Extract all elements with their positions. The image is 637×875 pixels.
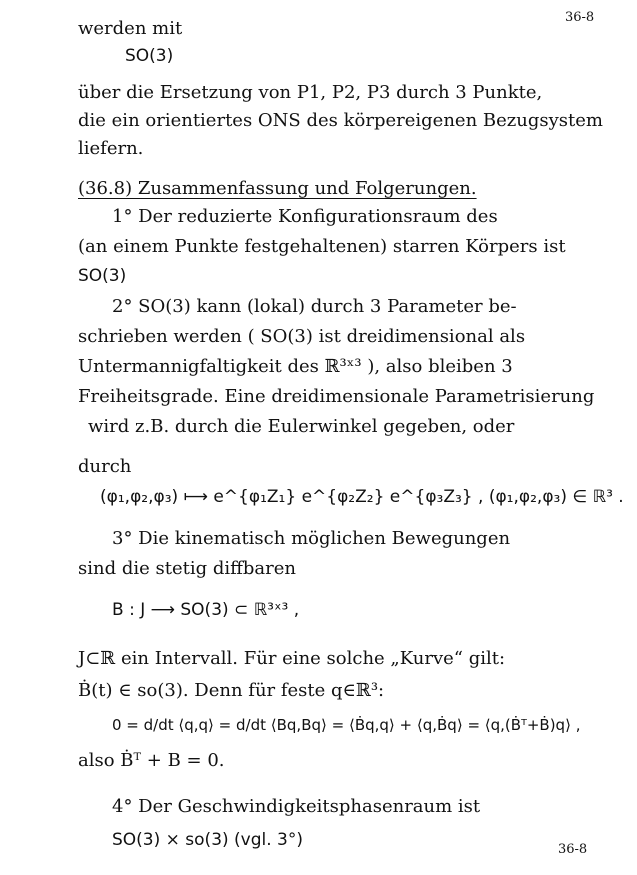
item3-formula-2: 0 = d/dt ⟨q,q⟩ = d/dt ⟨Bq,Bq⟩ = ⟨Ḃq,q⟩ + ⟨q,Ḃq⟩ = ⟨q,(Ḃᵀ+Ḃ)q⟩ ,	[112, 716, 581, 734]
section-heading: (36.8) Zusammenfassung und Folgerungen.	[78, 178, 477, 199]
intro-line-3: über die Ersetzung von P1, P2, P3 durch 3 Punkte,	[78, 82, 543, 103]
item1-line-3: SO(3)	[78, 266, 127, 286]
intro-line-2: SO(3)	[125, 46, 174, 66]
item2-line-1: 2° SO(3) kann (lokal) durch 3 Parameter be-	[112, 296, 517, 317]
item3-line-2: sind die stetig diffbaren	[78, 558, 297, 579]
item2-line-4: Freiheitsgrade. Eine dreidimensionale Parametrisierung	[78, 386, 595, 407]
item2-line-5: wird z.B. durch die Eulerwinkel gegeben, oder	[88, 416, 515, 437]
item3-line-1: 3° Die kinematisch möglichen Bewegungen	[112, 528, 511, 549]
item3-line-4: Ḃ(t) ∈ so(3). Denn für feste q∈ℝ³:	[78, 680, 385, 701]
intro-line-5: liefern.	[78, 138, 144, 159]
item3-formula-1: B : J ⟶ SO(3) ⊂ ℝ³ˣ³ ,	[112, 600, 300, 620]
item1-line-2: (an einem Punkte festgehaltenen) starren Körpers ist	[78, 236, 566, 257]
item2-line-3: Untermannigfaltigkeit des ℝ³ˣ³ ), also bleiben 3	[78, 356, 513, 377]
item2-line-6: durch	[78, 456, 132, 477]
item1-line-1: 1° Der reduzierte Konfigurationsraum des	[112, 206, 498, 227]
item3-line-5: also Ḃᵀ + B = 0.	[78, 750, 225, 771]
item4-formula: SO(3) × so(3) (vgl. 3°)	[112, 830, 304, 850]
intro-line-1: werden mit	[78, 18, 183, 39]
page-ref-top: 36-8	[565, 10, 595, 25]
item2-line-2: schrieben werden ( SO(3) ist dreidimensional als	[78, 326, 526, 347]
page-ref-bottom: 36-8	[558, 842, 588, 857]
intro-line-4: die ein orientiertes ONS des körpereigenen Bezugsystem	[78, 110, 603, 131]
item4-line-1: 4° Der Geschwindigkeitsphasenraum ist	[112, 796, 481, 817]
item3-line-3: J⊂ℝ ein Intervall. Für eine solche „Kurve“ gilt:	[78, 648, 506, 669]
item2-formula: (φ₁,φ₂,φ₃) ⟼ e^{φ₁Z₁} e^{φ₂Z₂} e^{φ₃Z₃} , (φ₁,φ₂,φ₃) ∈ ℝ³ .	[100, 487, 624, 507]
